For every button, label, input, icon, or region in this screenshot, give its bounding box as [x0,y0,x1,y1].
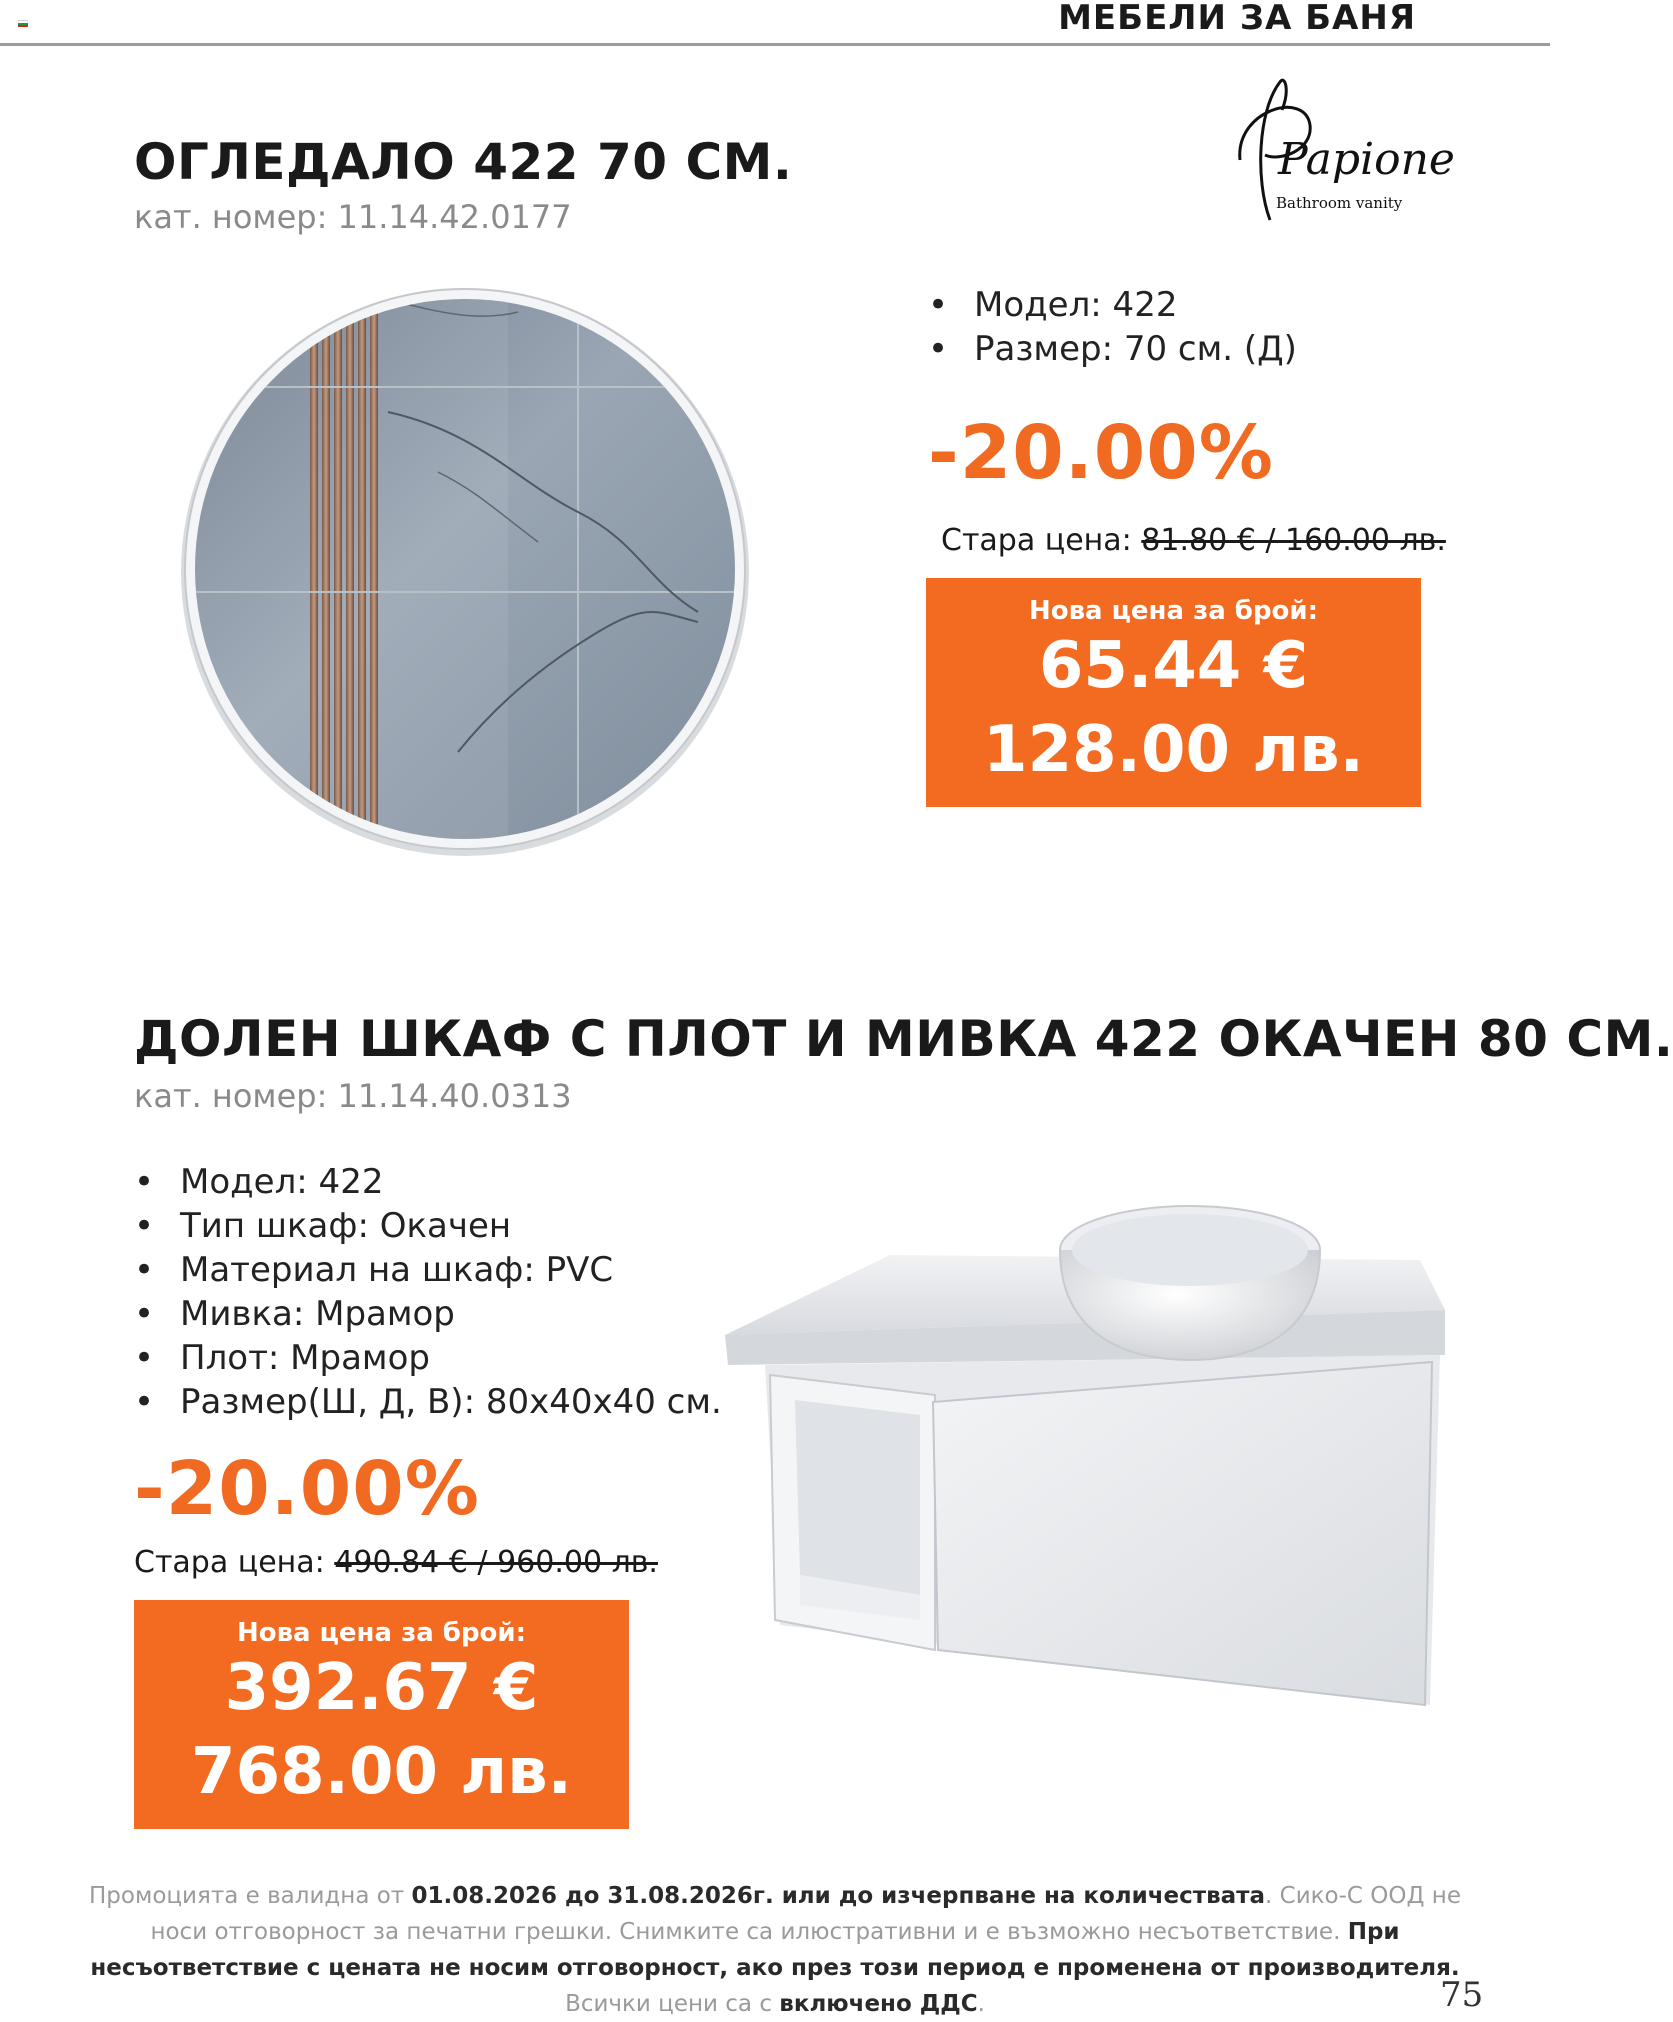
price-disclaimer: При несъответствие с цената не носим отговорност, ако през този период е променена от производителя. [90,1919,1460,1981]
catalog-number-cabinet [134,1077,572,1115]
language-flag-icon [18,20,28,26]
discount-badge-cabinet: -20.00% [134,1446,480,1532]
discount-badge-mirror: -20.00% [928,410,1274,496]
spec-item: • Материал на шкаф: PVC [134,1248,722,1292]
disclaimer-text: Промоцията е валидна от [89,1883,412,1909]
round-mirror-image [178,282,752,856]
spec-item: • Модел: 422 [134,1160,722,1204]
new-price-eur: 392.67 € [224,1651,539,1725]
vanity-cabinet-image [720,1180,1460,1760]
spec-item: • Размер: 70 см. (Д) [928,327,1297,371]
header-divider [0,43,1550,46]
disclaimer-text: . [977,1991,985,2017]
product-title-cabinet: ДОЛЕН ШКАФ С ПЛОТ И МИВКА 422 ОКАЧЕН 80 СМ. [134,1010,1673,1068]
old-price-value: 490.84 € / 960.00 лв. [334,1545,658,1580]
catalog-value: 11.14.40.0313 [337,1077,572,1115]
section-title: МЕБЕЛИ ЗА БАНЯ [1058,0,1416,38]
old-price-label: Стара цена: [941,523,1142,558]
spec-list-cabinet [134,1160,722,1424]
new-price-eur: 65.44 € [1038,629,1309,703]
new-price-bgn: 128.00 лв. [983,713,1364,787]
brand-logo-text: Papione [1278,134,1455,185]
disclaimer-text: Всички цени са с [565,1991,780,2017]
brand-tagline: Bathroom vanity [1276,194,1403,212]
vat-note: включено ДДС [779,1991,978,2017]
spec-item: • Тип шкаф: Окачен [134,1204,722,1248]
brand-logo [1210,70,1455,260]
spec-item: • Мивка: Мрамор [134,1292,722,1336]
spec-list-mirror [928,283,1297,371]
new-price-box-mirror [926,578,1421,807]
catalog-label: кат. номер: [134,198,338,236]
page-number: 75 [1440,1975,1484,2015]
catalog-value: 11.14.42.0177 [337,198,572,236]
promo-validity: 01.08.2026 до 31.08.2026г. или до изчерпване на количествата [411,1883,1266,1909]
spec-item: • Модел: 422 [928,283,1297,327]
old-price-value: 81.80 € / 160.00 лв. [1141,523,1446,558]
new-price-box-cabinet [134,1600,629,1829]
catalog-label: кат. номер: [134,1077,338,1115]
new-price-label: Нова цена за брой: [236,1618,527,1648]
old-price-label: Стара цена: [134,1545,335,1580]
promo-disclaimer [60,1878,1490,2022]
spec-item: • Размер(Ш, Д, В): 80x40x40 см. [134,1380,722,1424]
old-price-mirror [941,523,1446,558]
disclaimer-text: . Сико-С ООД не носи отговорност за печатни грешки. Снимките са илюстративни и е възможно несъответствие. [150,1883,1461,1945]
product-title-mirror: ОГЛЕДАЛО 422 70 СМ. [134,133,793,191]
new-price-label: Нова цена за брой: [1028,596,1319,626]
old-price-cabinet [134,1545,658,1580]
new-price-bgn: 768.00 лв. [191,1735,572,1809]
catalog-number-mirror [134,198,572,236]
spec-item: • Плот: Мрамор [134,1336,722,1380]
